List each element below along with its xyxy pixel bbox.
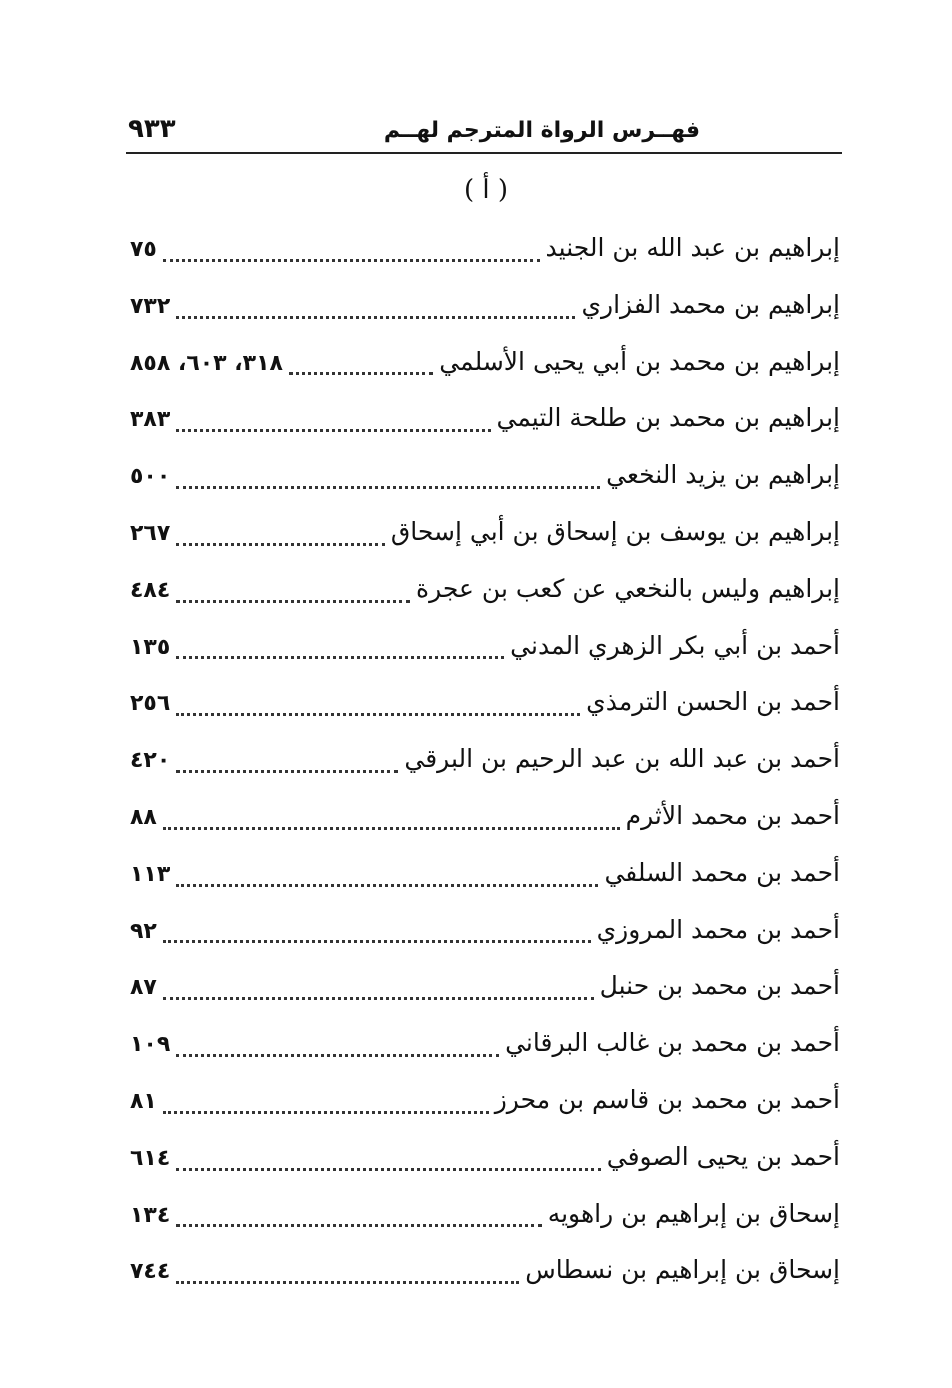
entry-pages: ١٣٥ xyxy=(130,634,171,660)
entry-name: إبراهيم بن محمد بن أبي يحيى الأسلمي xyxy=(439,346,840,376)
entry-pages: ٨٨ xyxy=(130,804,157,830)
index-entry xyxy=(130,1015,840,1072)
entry-name: أحمد بن أبي بكر الزهري المدني xyxy=(510,630,840,660)
entry-pages: ٢٦٧ xyxy=(130,520,171,546)
entry-name: أحمد بن يحيى الصوفي xyxy=(606,1141,840,1171)
entry-name: أحمد بن محمد الأثرم xyxy=(625,800,840,830)
index-entry xyxy=(130,561,840,618)
dot-leader xyxy=(176,486,600,489)
entry-pages: ٨١ xyxy=(130,1088,157,1114)
entry-pages: ٢٥٦ xyxy=(130,691,171,717)
index-entry xyxy=(130,1186,840,1243)
index-entry xyxy=(130,1242,840,1299)
header-rule xyxy=(126,152,842,154)
entry-name: إبراهيم بن يزيد النخعي xyxy=(606,460,840,490)
entry-name: أحمد بن محمد المروزي xyxy=(596,914,840,944)
entry-pages: ٦١٤ xyxy=(130,1145,171,1171)
entry-name: أحمد بن محمد بن غالب البرقاني xyxy=(505,1028,840,1058)
entry-name: أحمد بن الحسن الترمذي xyxy=(586,687,840,717)
index-entry xyxy=(130,504,840,561)
entry-pages: ٤٢٠ xyxy=(130,748,171,774)
dot-leader xyxy=(176,543,385,546)
entry-pages: ٧٥ xyxy=(130,237,157,262)
entry-pages: ٥٠٠ xyxy=(130,464,171,490)
entry-pages: ٤٨٤ xyxy=(130,577,171,603)
entry-pages: ١٠٩ xyxy=(130,1032,171,1058)
index-entry xyxy=(130,277,840,334)
index-entry xyxy=(130,1129,840,1186)
entry-name: إبراهيم بن يوسف بن إسحاق بن أبي إسحاق xyxy=(390,516,840,546)
entry-pages: ١٣٤ xyxy=(130,1202,171,1228)
dot-leader xyxy=(176,1224,541,1227)
entry-pages: ١١٣ xyxy=(130,861,171,887)
section-letter: ( أ ) xyxy=(463,175,509,205)
dot-leader xyxy=(176,600,410,603)
entry-name: إبراهيم وليس بالنخعي عن كعب بن عجرة xyxy=(416,573,840,603)
entry-pages: ٧٣٢ xyxy=(130,293,171,319)
entry-name: إسحاق بن إبراهيم بن نسطاس xyxy=(525,1255,840,1285)
dot-leader xyxy=(176,656,504,659)
dot-leader xyxy=(289,372,433,375)
dot-leader xyxy=(176,429,490,432)
entry-pages: ٣٨٣ xyxy=(130,407,171,433)
entry-pages: ٣١٨، ٦٠٣، ٨٥٨ xyxy=(130,350,283,376)
entry-name: أحمد بن محمد بن حنبل xyxy=(599,971,840,1001)
dot-leader xyxy=(176,316,575,319)
index-entry xyxy=(130,447,840,504)
index-entry xyxy=(130,731,840,788)
index-entry xyxy=(130,845,840,902)
dot-leader xyxy=(163,997,594,1000)
dot-leader xyxy=(163,827,620,830)
index-entry xyxy=(130,390,840,447)
dot-leader xyxy=(163,1111,489,1114)
dot-leader xyxy=(163,259,540,262)
dot-leader xyxy=(176,770,398,773)
entry-name: أحمد بن عبد الله بن عبد الرحيم بن البرقي xyxy=(404,744,840,774)
page-number: ٩٣٣ xyxy=(128,114,176,144)
index-entry xyxy=(130,334,840,391)
index-entry xyxy=(130,788,840,845)
dot-leader xyxy=(176,884,598,887)
entry-name: إبراهيم بن محمد بن طلحة التيمي xyxy=(496,403,840,433)
dot-leader xyxy=(176,1054,499,1057)
dot-leader xyxy=(176,1281,519,1284)
entry-pages: ٩٢ xyxy=(130,918,157,944)
index-entry xyxy=(130,958,840,1015)
dot-leader xyxy=(163,940,591,943)
entry-name: أحمد بن محمد بن قاسم بن محرز xyxy=(494,1084,840,1114)
entry-pages: ٧٤٤ xyxy=(130,1259,171,1285)
entry-name: إبراهيم بن محمد الفزاري xyxy=(581,289,840,319)
index-entry xyxy=(130,902,840,959)
index-entries xyxy=(130,220,840,1299)
index-entry xyxy=(130,220,840,277)
entry-name: إبراهيم بن عبد الله بن الجنيد xyxy=(545,233,840,262)
dot-leader xyxy=(176,713,580,716)
index-entry xyxy=(130,618,840,675)
index-entry xyxy=(130,674,840,731)
dot-leader xyxy=(176,1168,600,1171)
header-title: فهــرس الرواة المترجم لهــم xyxy=(383,118,700,143)
running-header xyxy=(128,112,840,152)
entry-name: إسحاق بن إبراهيم بن راهويه xyxy=(547,1198,840,1228)
entry-pages: ٨٧ xyxy=(130,975,157,1001)
index-entry xyxy=(130,1072,840,1129)
entry-name: أحمد بن محمد السلفي xyxy=(604,857,840,887)
